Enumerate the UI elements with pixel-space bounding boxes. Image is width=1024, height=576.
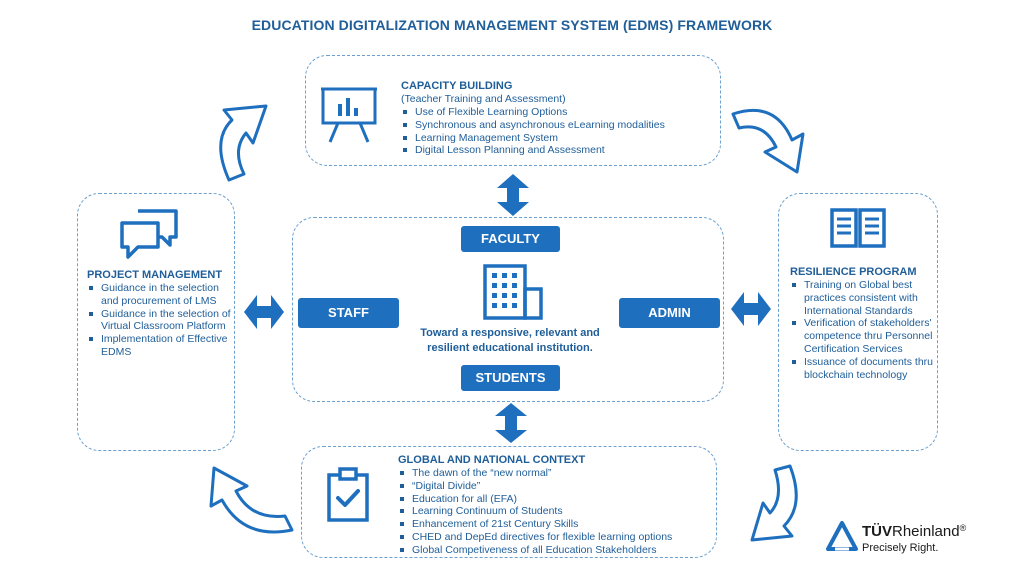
list-item: Guidance in the selection and procurement of LMS [87, 282, 232, 308]
global-heading: GLOBAL AND NATIONAL CONTEXT [398, 454, 586, 466]
project-heading: PROJECT MANAGEMENT [87, 269, 223, 281]
list-item: The dawn of the “new normal” [398, 467, 713, 480]
capacity-subtitle: (Teacher Training and Assessment) [401, 93, 566, 105]
list-item: Global Competiveness of all Education Stakeholders [398, 544, 713, 557]
logo-triangle-icon [826, 521, 858, 551]
list-item: Implementation of Effective EDMS [87, 333, 232, 359]
list-item: Learning Management System [401, 132, 711, 145]
registered-mark: ® [959, 523, 967, 533]
faculty-label: FACULTY [461, 226, 560, 252]
center-caption-line2: resilient educational institution. [427, 342, 593, 354]
center-caption-line1: Toward a responsive, relevant and [420, 327, 600, 339]
list-item: Learning Continuum of Students [398, 505, 713, 518]
brand-name-rest: Rheinland [892, 523, 960, 540]
brand-tagline: Precisely Right. [862, 542, 939, 554]
list-item: Use of Flexible Learning Options [401, 106, 711, 119]
list-item: Guidance in the selection of Virtual Classroom Platform [87, 308, 232, 334]
list-item: Synchronous and asynchronous eLearning modalities [401, 119, 711, 132]
resilience-heading: RESILIENCE PROGRAM [790, 266, 917, 278]
admin-label: ADMIN [619, 298, 720, 328]
tuv-logo [826, 519, 996, 559]
list-item: Education for all (EFA) [398, 493, 713, 506]
brand-name-bold: TÜV [862, 523, 892, 540]
list-item: CHED and DepEd directives for flexible learning options [398, 531, 713, 544]
page-title: EDUCATION DIGITALIZATION MANAGEMENT SYSTEM (EDMS) FRAMEWORK [251, 17, 773, 33]
list-item: Enhancement of 21st Century Skills [398, 518, 713, 531]
list-item: Training on Global best practices consistent with International Standards [790, 279, 935, 317]
capacity-heading: CAPACITY BUILDING [401, 80, 513, 92]
staff-label: STAFF [298, 298, 399, 328]
list-item: “Digital Divide” [398, 480, 713, 493]
list-item: Digital Lesson Planning and Assessment [401, 144, 711, 157]
list-item: Verification of stakeholders' competence thru Personnel Certification Services [790, 317, 935, 355]
list-item: Issuance of documents thru blockchain technology [790, 356, 935, 382]
students-label: STUDENTS [461, 365, 560, 391]
